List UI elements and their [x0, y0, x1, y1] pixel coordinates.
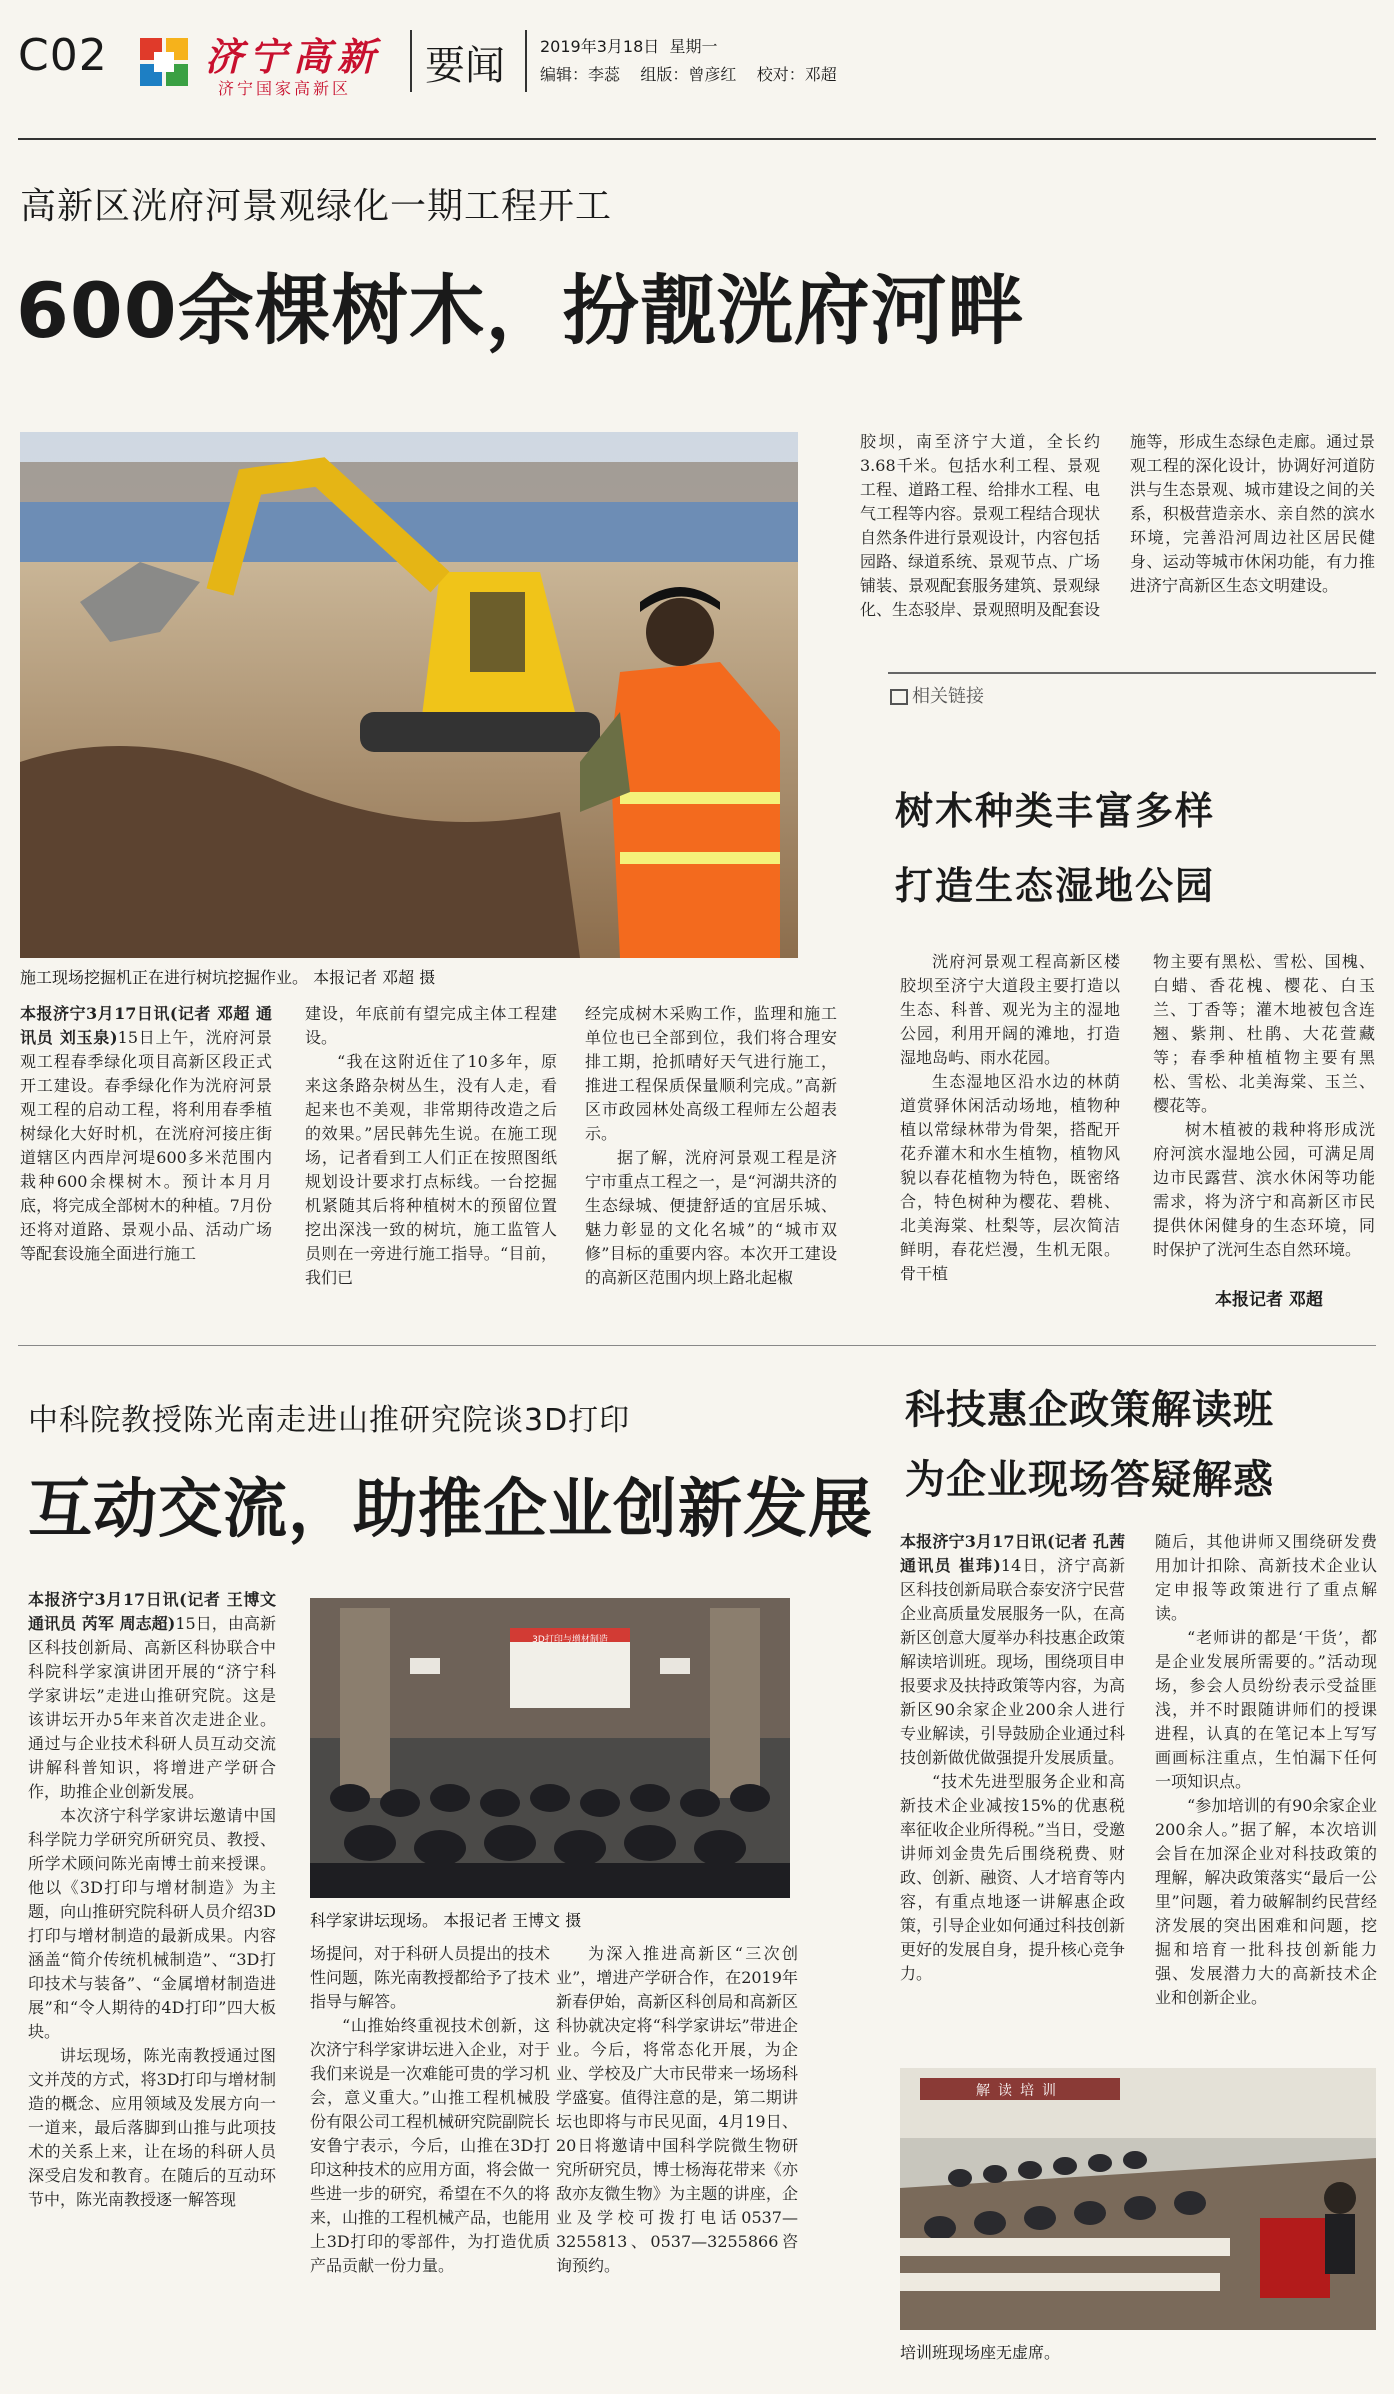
- article2-para-text: 15日，由高新区科技创新局、高新区科协联合中科院科学家演讲团开展的“济宁科学家讲坛”走进山推研究院。这是该讲坛开办5年来首次走进企业。通过与企业技术科研人员互动交流讲解科普知识，将增进产学研合作，助推企业创新发展。: [28, 1614, 276, 1801]
- editor-line: 编辑：李蕊 组版：曾彦红 校对：邓超: [540, 65, 837, 84]
- article2-col-a: [28, 1588, 276, 2388]
- sidebar1-para: 树木植被的栽种将形成洸府河滨水湿地公园，可满足周边市民露营、滨水休闲等功能需求，将为济宁和高新区市民提供休闲健身的生态环境，同时保护了洸河生态自然环境。: [1153, 1120, 1375, 1259]
- article1-headline: 600余棵树木，扮靓洸府河畔: [16, 266, 1025, 355]
- article2-kicker: 中科院教授陈光南走进山推研究院谈3D打印: [28, 1403, 631, 1438]
- sidebar1-para: 生态湿地区沿水边的林荫道赏驿休闲活动场地，植物种植以常绿林带为骨架，搭配开花乔灌木和水生植物，植物风貌以春花植物为特色，既密络合，特色树种为樱花、碧桃、北美海棠、杜梨等，层次简洁鲜明，春花烂漫，生机无限。骨干植: [900, 1072, 1120, 1283]
- article3-para: “技术先进型服务企业和高新技术企业减按15%的优惠税率征收企业所得税。”当日，受邀讲师刘金贵先后围绕税费、财政、创新、融资、人才培育等内容，有重点地逐一讲解惠企政策，引导企业如何通过科技创新更好的发展自身，提升核心竞争力。: [900, 1772, 1125, 1983]
- article3-para: [900, 1530, 1125, 1770]
- article1-photo: [20, 432, 798, 958]
- article1-para: “我在这附近住了10多年，原来这条路杂树丛生，没有人走，看起来也不美观，非常期待改造之后的效果。”居民韩先生说。在施工现场，记者看到工人们正在按照图纸规划设计要求打点标线。一台挖掘机紧随其后将种植树木的预留位置挖出深浅一致的树坑，施工监管人员则在一旁进行施工指导。“目前，我们已: [305, 1052, 557, 1287]
- article2-para: 场提问，对于科研人员提出的技术性问题，陈光南教授都给予了技术指导与解答。: [310, 1944, 550, 2011]
- masthead-logo: [138, 36, 190, 88]
- article3-photo-caption: 培训班现场座无虚席。: [900, 2343, 1061, 2362]
- document-icon: [890, 689, 908, 705]
- article1-col-e: [1130, 430, 1375, 640]
- excavator-photo-icon: [20, 432, 798, 958]
- article1-para-text: 15日上午，洸府河景观工程春季绿化项目高新区段正式开工建设。春季绿化作为洸府河景观工程的启动工程，将利用春季植树绿化大好时机，在洸府河接庄街道辖区内西岸河堤600多米范围内栽种600余棵树木。预计本月月底，将完成全部树木的种植。7月份还将对道路、景观小品、活动广场等配套设施全面进行施工: [20, 1028, 272, 1263]
- article3-para-text: 14日，济宁高新区科技创新局联合泰安济宁民营企业高质量发展服务一队，在高新区创意大厦举办科技惠企政策解读培训班。现场，围绕项目申报要求及扶持政策等内容，为高新区90余家企业200余人进行专业解读，引导鼓励企业通过科技创新做优做强提升发展质量。: [900, 1556, 1125, 1767]
- article1-para: [20, 1002, 272, 1266]
- section-name: 要闻: [425, 43, 505, 89]
- article2-byline: 本报济宁3月17日讯(记者 王博文 通讯员 芮军 周志超): [28, 1590, 276, 1633]
- article2-para: 本次济宁科学家讲坛邀请中国科学院力学研究所研究员、教授、所学术顾问陈光南博士前来授课。他以《3D打印与增材制造》为主题，向山推研究院科研人员介绍3D打印与增材制造的最新成果。内容涵盖“简介传统机械制造”、“3D打印技术与装备”、“金属增材制造进展”和“令人期待的4D打印”四大板块。: [28, 1806, 276, 2041]
- sidebar1-para: 物主要有黑松、雪松、国槐、白蜡、香花槐、樱花、白玉兰、丁香等；灌木地被包含连翘、紫荆、杜鹃、大花萱藏等；春季种植植物主要有黑松、雪松、北美海棠、玉兰、樱花等。: [1153, 952, 1375, 1115]
- sidebar1-para: 洸府河景观工程高新区楼胶坝至济宁大道段主要打造以生态、科普、观光为主的湿地公园，利用开阔的滩地，打造湿地岛屿、雨水花园。: [900, 952, 1120, 1067]
- article2-para: [28, 1588, 276, 1804]
- article1-col-b: [305, 1002, 557, 1327]
- paper-subtitle: 济宁国家高新区: [218, 79, 352, 98]
- masthead-rule: [18, 138, 1376, 140]
- sidebar1-tag: [890, 682, 984, 708]
- article1-col-d: [860, 430, 1100, 640]
- training-room-photo-icon: [900, 2068, 1376, 2330]
- article3-photo-banner: 解读培训: [976, 2083, 1064, 2099]
- article1-kicker: 高新区洸府河景观绿化一期工程开工: [20, 186, 613, 227]
- article3-byline: 本报济宁3月17日讯(记者 孔茜 通讯员 崔玮): [900, 1532, 1125, 1575]
- article3-para: “参加培训的有90余家企业200余人。”据了解，本次培训会旨在加深企业对科技政策的理解，解决政策落实“最后一公里”问题，着力破解制约民营经济发展的突出困难和问题，挖掘和培育一批科技创新能力强、发展潜力大的高新技术企业和创新企业。: [1155, 1796, 1377, 2007]
- article2-col-b: [310, 1942, 550, 2387]
- article3-title-1: 科技惠企政策解读班: [905, 1387, 1274, 1433]
- article1-para: 据了解，洸府河景观工程是济宁市重点工程之一，是“河湖共济的生态绿城、便捷舒适的宜居乐城、魅力彰显的文化名城”的“城市双修”目标的重要内容。本次开工建设的高新区范围内坝上路北起椒: [585, 1148, 837, 1287]
- article1-para: 经完成树木采购工作，监理和施工单位也已全部到位，我们将合理安排工期，抢抓晴好天气进行施工，推进工程保质保量顺利完成。”高新区市政园林处高级工程师左公超表示。: [585, 1004, 837, 1143]
- sidebar1-signature: 本报记者 邓超: [1215, 1290, 1323, 1310]
- article2-photo-banner: 3D打印与增材制造: [532, 1635, 608, 1645]
- article2-para: “山推始终重视技术创新，这次济宁科学家讲坛进入企业，对于我们来说是一次难能可贵的学习机会，意义重大。”山推工程机械股份有限公司工程机械研究院副院长安鲁宁表示，今后，山推在3D打印这种技术的应用方面，将会做一些进一步的研究，希望在不久的将来，山推的工程机械产品，也能用上3D打印的零部件，为打造优质产品贡献一份力量。: [310, 2016, 550, 2275]
- sidebar1-title-1: 树木种类丰富多样: [895, 789, 1216, 833]
- sidebar1-top-rule: [888, 672, 1376, 674]
- date-text: 2019年3月18日: [540, 37, 660, 56]
- article2-photo: [310, 1598, 790, 1898]
- section-divider: [18, 1345, 1376, 1346]
- article3-para: 随后，其他讲师又围绕研发费用加计扣除、高新技术企业认定申报等政策进行了重点解读。: [1155, 1532, 1377, 1623]
- article2-para: 为深入推进高新区“三次创业”，增进产学研合作，在2019年新春伊始，高新区科创局和高新区科协就决定将“科学家讲坛”带进企业。今后，将常态化开展，为企业、学校及广大市民带来一场场科学盛宴。值得注意的是，第二期讲坛也即将与市民见面，4月19日、20日将邀请中国科学院微生物研究所研究员，博士杨海花带来《亦敌亦友微生物》为主题的讲座，企业及学校可拨打电话0537—3255813、0537—3255866咨询预约。: [556, 1944, 798, 2275]
- sidebar1-tag-text: 相关链接: [912, 686, 984, 707]
- article2-col-c: [556, 1942, 798, 2387]
- article2-photo-caption: 科学家讲坛现场。 本报记者 王博文 摄: [310, 1911, 582, 1930]
- article3-col-b: [1155, 1530, 1377, 2055]
- article3-photo: [900, 2068, 1376, 2330]
- article2-headline: 互动交流，助推企业创新发展: [28, 1473, 873, 1547]
- article1-photo-caption: 施工现场挖掘机正在进行树坑挖掘作业。 本报记者 邓超 摄: [20, 968, 436, 987]
- article1-byline: 本报济宁3月17日讯(记者 邓超 通讯员 刘玉泉): [20, 1004, 272, 1047]
- article1-para: 施等，形成生态绿色走廊。通过景观工程的深化设计，协调好河道防洪与生态景观、城市建设之间的关系，积极营造亲水、亲自然的滨水环境，完善沿河周边社区居民健身、运动等城市休闲功能，有力推进济宁高新区生态文明建设。: [1130, 432, 1375, 595]
- page-number: C02: [18, 30, 108, 81]
- article3-title-2: 为企业现场答疑解惑: [905, 1457, 1274, 1503]
- masthead-divider-2: [525, 30, 527, 92]
- weekday-text: 星期一: [669, 37, 718, 56]
- article1-col-c: [585, 1002, 837, 1327]
- article2-para: 讲坛现场，陈光南教授通过图文并茂的方式，将3D打印与增材制造的概念、应用领域及发展方向一一道来，最后落脚到山推与此项技术的关系上来，让在场的科研人员深受启发和教育。在随后的互动环节中，陈光南教授逐一解答现: [28, 2046, 276, 2209]
- article1-col-a: [20, 1002, 272, 1327]
- sidebar1-col-b: [1153, 950, 1375, 1275]
- article3-para: “老师讲的都是‘干货’，都是企业发展所需要的。”活动现场，参会人员纷纷表示受益匪浅，并不时跟随讲师们的授课进程，认真的在笔记本上写写画画标注重点，生怕漏下任何一项知识点。: [1155, 1628, 1377, 1791]
- issue-date: [540, 34, 717, 57]
- sidebar1-col-a: [900, 950, 1120, 1320]
- paper-name: 济宁高新: [205, 34, 382, 79]
- masthead-divider: [410, 30, 412, 92]
- sidebar1-title-2: 打造生态湿地公园: [895, 864, 1216, 908]
- article3-col-a: [900, 1530, 1125, 2055]
- article1-para: 建设，年底前有望完成主体工程建设。: [305, 1004, 557, 1047]
- logo-icon: [138, 36, 190, 88]
- article1-para: 胶坝，南至济宁大道，全长约3.68千米。包括水利工程、景观工程、道路工程、给排水工程、电气工程等内容。景观工程结合现状自然条件进行景观设计，内容包括园路、绿道系统、景观节点、广场铺装、景观配套服务建筑、景观绿化、生态驳岸、景观照明及配套设: [860, 432, 1100, 619]
